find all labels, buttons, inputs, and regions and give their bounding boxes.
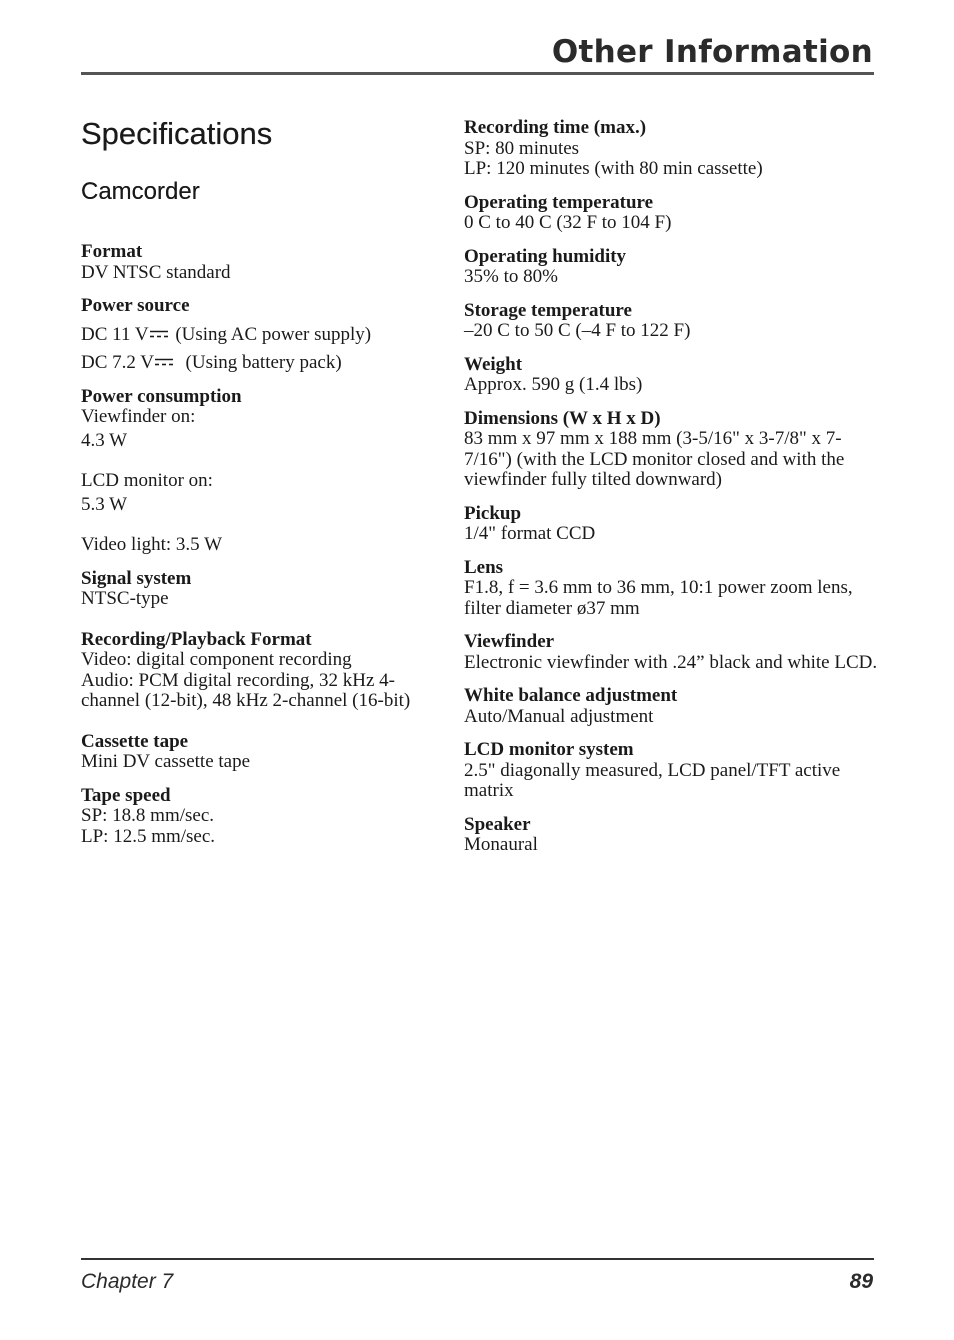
spec-value: SP: 18.8 mm/sec.: [81, 805, 215, 826]
spec-label: Signal system: [81, 567, 192, 589]
spec-label: Power source: [81, 295, 190, 316]
top-rule: [81, 72, 874, 75]
spec-value: Audio: PCM digital recording, 32 kHz 4-channel (12-bit), 48 kHz 2-channel (16-bit): [81, 669, 411, 711]
spec-power-source: [81, 296, 421, 374]
spec-weight: [464, 355, 884, 396]
spec-value: LP: 12.5 mm/sec.: [81, 825, 216, 847]
spec-value: 35% to 80%: [464, 266, 558, 287]
spec-cassette-tape: [81, 732, 421, 773]
spec-value: 0 C to 40 C (32 F to 104 F): [464, 212, 672, 233]
spec-value-battery: [81, 353, 421, 374]
page-subtitle: Camcorder: [81, 178, 200, 205]
spec-label: Recording time (max.): [464, 117, 647, 138]
spec-viewfinder: [464, 632, 884, 673]
spec-label: Weight: [464, 353, 523, 375]
section-header: Other Information: [551, 34, 873, 70]
spec-white-balance: [464, 686, 884, 727]
spec-operating-temperature: [464, 193, 884, 234]
spec-pickup: [464, 504, 884, 545]
spec-value: Monaural: [464, 834, 538, 855]
spec-label: Pickup: [464, 502, 522, 524]
dc-symbol-icon: [154, 358, 174, 366]
spec-label: Tape speed: [81, 784, 171, 806]
spec-label: Format: [81, 241, 143, 262]
spec-lcd-monitor: [464, 740, 884, 802]
spec-label: Viewfinder: [464, 631, 555, 652]
spec-label: Recording/Playback Format: [81, 628, 312, 650]
bottom-rule: [81, 1258, 874, 1260]
spec-value: 2.5" diagonally measured, LCD panel/TFT active matrix: [464, 759, 841, 801]
spec-value: Approx. 590 g (1.4 lbs): [464, 374, 643, 395]
spec-lens: [464, 558, 884, 620]
spec-value: LP: 120 minutes (with 80 min cassette): [464, 158, 763, 179]
spec-signal-system: [81, 569, 421, 610]
spec-recording-playback: [81, 630, 421, 712]
spec-storage-temperature: [464, 301, 884, 342]
dc-usage-text: (Using battery pack): [176, 352, 342, 373]
spec-value: 83 mm x 97 mm x 188 mm (3-5/16" x 3-7/8" x 7-7/16") (with the LCD monitor closed and with the viewfinder fully tilted downward): [464, 428, 845, 490]
spec-label: Dimensions (W x H x D): [464, 407, 661, 429]
spec-label: Speaker: [464, 813, 531, 835]
spec-value: SP: 80 minutes: [464, 137, 580, 159]
page-title: Specifications: [81, 116, 273, 151]
dc-voltage-text: DC 7.2 V: [81, 352, 155, 373]
spec-value: 4.3 W: [81, 429, 128, 451]
spec-value: LCD monitor on:: [81, 470, 213, 491]
spec-label: Cassette tape: [81, 730, 189, 752]
spec-speaker: [464, 815, 884, 856]
spec-recording-time: [464, 118, 884, 180]
spec-value: Video light: 3.5 W: [81, 534, 222, 555]
footer-page-number: 89: [849, 1270, 873, 1293]
spec-value: Auto/Manual adjustment: [464, 705, 654, 727]
spec-value: 1/4" format CCD: [464, 523, 596, 544]
spec-label: LCD monitor system: [464, 739, 634, 760]
spec-value: 5.3 W: [81, 493, 128, 515]
footer-chapter: Chapter 7: [81, 1270, 174, 1293]
dc-symbol-icon: [149, 330, 169, 338]
spec-tape-speed: [81, 786, 421, 848]
spec-operating-humidity: [464, 247, 884, 288]
spec-dimensions: [464, 409, 884, 491]
spec-value-ac: [81, 325, 421, 346]
spec-column-right: [464, 118, 884, 869]
spec-label: Power consumption: [81, 385, 242, 407]
spec-value: DV NTSC standard: [81, 261, 231, 283]
spec-label: Operating temperature: [464, 191, 654, 213]
spec-value: Electronic viewfinder with .24” black and white LCD.: [464, 651, 878, 673]
spec-label: Operating humidity: [464, 245, 627, 267]
dc-voltage-text: DC 11 V: [81, 323, 149, 345]
spec-value: –20 C to 50 C (–4 F to 122 F): [464, 320, 691, 341]
spec-column-left: [81, 242, 421, 860]
spec-value: Video: digital component recording: [81, 649, 352, 670]
spec-value: Viewfinder on:: [81, 406, 196, 427]
spec-label: White balance adjustment: [464, 685, 678, 706]
spec-value: F1.8, f = 3.6 mm to 36 mm, 10:1 power zoom lens, filter diameter ø37 mm: [464, 577, 853, 619]
spec-format: [81, 242, 421, 283]
spec-label: Lens: [464, 556, 504, 578]
spec-value: Mini DV cassette tape: [81, 751, 251, 772]
spec-label: Storage temperature: [464, 299, 632, 321]
dc-usage-text: (Using AC power supply): [170, 323, 372, 345]
spec-value: NTSC-type: [81, 588, 169, 609]
spec-power-consumption: [81, 387, 421, 556]
